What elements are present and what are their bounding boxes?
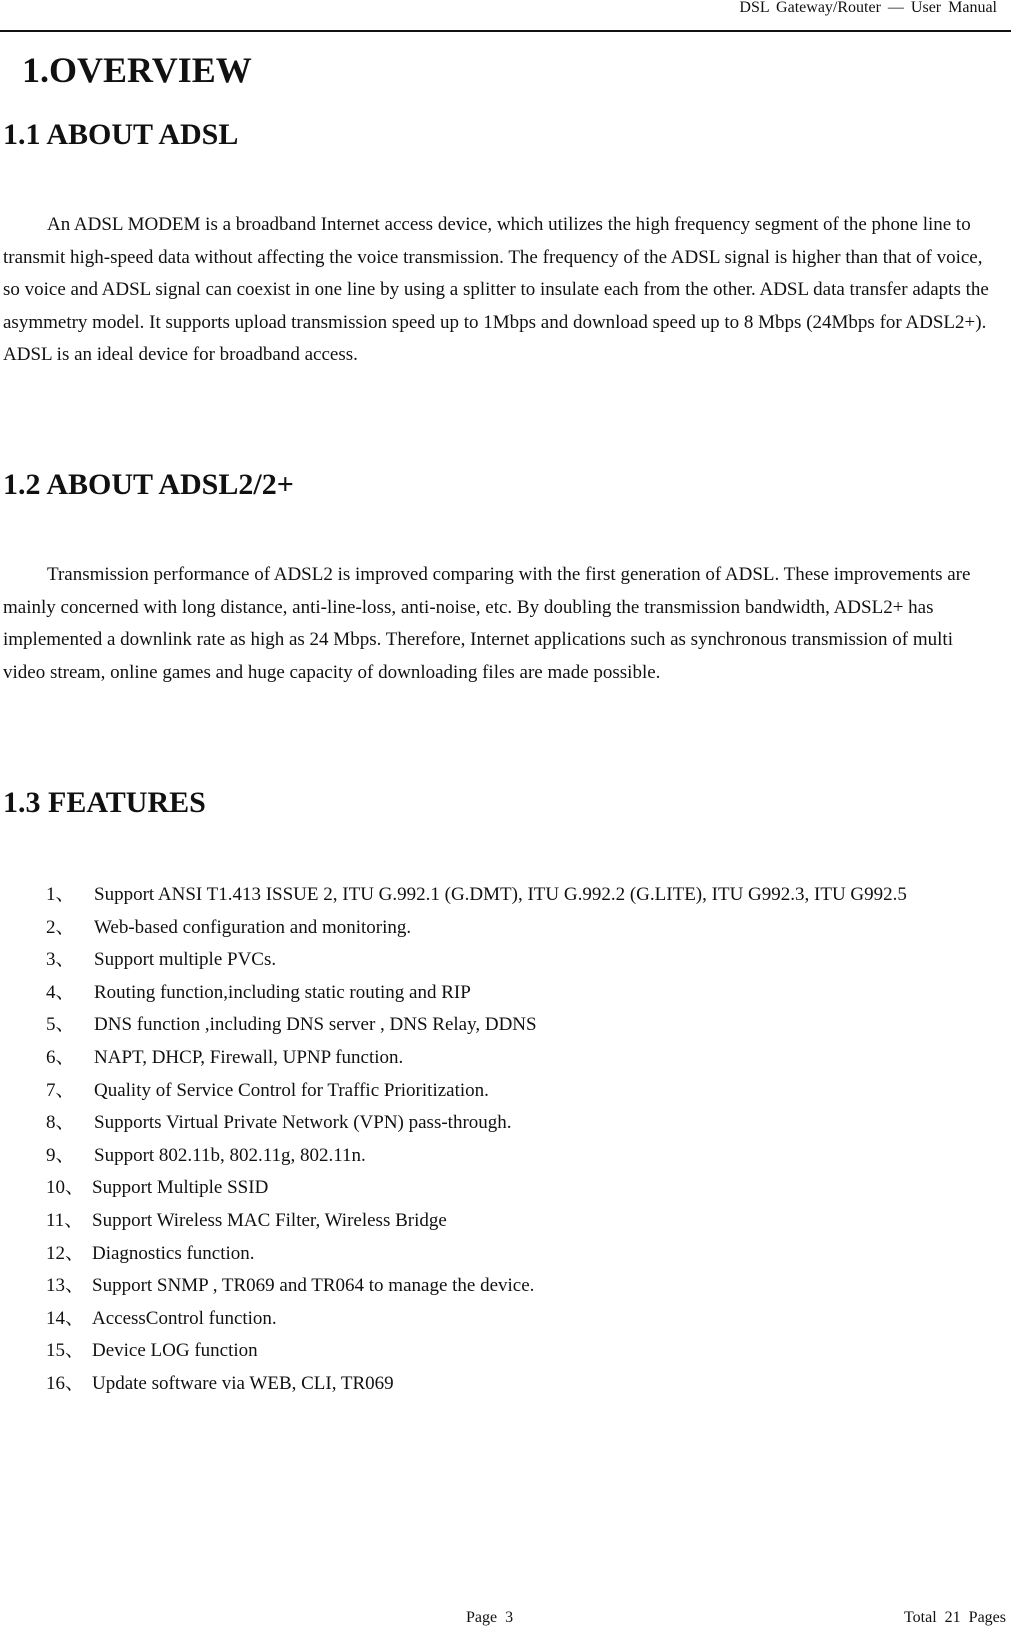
- list-item-text: DNS function ,including DNS server , DNS Relay, DDNS: [94, 1014, 537, 1036]
- list-item: [46, 1140, 996, 1173]
- list-item: [46, 977, 996, 1010]
- list-item-text: Web-based configuration and monitoring.: [94, 916, 412, 938]
- list-item: [46, 944, 996, 977]
- list-item-number: 12、: [46, 1242, 85, 1264]
- list-item-text: Update software via WEB, CLI, TR069: [92, 1372, 394, 1394]
- list-item-number: 7、: [46, 1079, 75, 1101]
- list-item: [46, 1107, 996, 1140]
- list-item-text: Routing function,including static routing and RIP: [94, 981, 471, 1003]
- list-item-number: 9、: [46, 1144, 75, 1166]
- list-item-text: Support Multiple SSID: [92, 1177, 269, 1199]
- chapter-title: 1.OVERVIEW: [22, 50, 252, 90]
- list-item-text: Device LOG function: [92, 1340, 258, 1362]
- list-item: [46, 1368, 996, 1401]
- list-item-number: 5、: [46, 1014, 75, 1036]
- list-item: [46, 1172, 996, 1205]
- features-list: [46, 879, 996, 1401]
- section-title-about-adsl2: 1.2 ABOUT ADSL2/2+: [3, 468, 294, 501]
- section-title-features: 1.3 FEATURES: [3, 786, 206, 819]
- list-item-number: 15、: [46, 1340, 85, 1362]
- list-item-number: 2、: [46, 916, 75, 938]
- list-item: [46, 1009, 996, 1042]
- list-item-text: Support Wireless MAC Filter, Wireless Bridge: [92, 1209, 447, 1231]
- list-item: [46, 1238, 996, 1271]
- header-divider: [0, 30, 1011, 32]
- list-item-number: 1、: [46, 884, 75, 905]
- list-item-text: Quality of Service Control for Traffic Prioritization.: [94, 1079, 489, 1101]
- list-item: [46, 1042, 996, 1075]
- list-item-text: Support multiple PVCs.: [94, 949, 277, 971]
- section-body-about-adsl2: Transmission performance of ADSL2 is improved comparing with the first generation of ADSL. These improvements are mainly concerned with long distance, anti-line-loss, anti-noise, etc. By doubling the transmission bandwidth, ADSL2+ has implemented a downlink rate as high as 24 Mbps. Therefore, Internet applications such as synchronous transmission of multi video stream, online games and huge capacity of downloading files are made possible.: [3, 564, 971, 683]
- list-item-text: Support SNMP , TR069 and TR064 to manage the device.: [92, 1275, 535, 1297]
- list-item-number: 14、: [46, 1307, 85, 1329]
- list-item-number: 6、: [46, 1046, 75, 1068]
- list-item-number: 4、: [46, 981, 75, 1003]
- list-item-number: 11、: [46, 1209, 84, 1231]
- list-item-number: 8、: [46, 1112, 75, 1134]
- section-title-about-adsl: 1.1 ABOUT ADSL: [3, 118, 239, 151]
- list-item-text: AccessControl function.: [92, 1307, 277, 1329]
- section-body-about-adsl: An ADSL MODEM is a broadband Internet access device, which utilizes the high frequency segment of the phone line to transmit high-speed data without affecting the voice transmission. The frequency of the ADSL signal is higher than that of voice, so voice and ADSL signal can coexist in one line by using a splitter to insulate each from the other. ADSL data transfer adapts the asymmetry model. It supports upload transmission speed up to 1Mbps and download speed up to 8 Mbps (24Mbps for ADSL2+). ADSL is an ideal device for broadband access.: [3, 214, 989, 366]
- list-item: [46, 1205, 996, 1238]
- list-item: [46, 1335, 996, 1368]
- list-item-number: 13、: [46, 1275, 85, 1297]
- list-item: [46, 879, 996, 912]
- list-item-number: 3、: [46, 949, 75, 971]
- list-item-text: NAPT, DHCP, Firewall, UPNP function.: [94, 1046, 404, 1068]
- list-item-text: Supports Virtual Private Network (VPN) pass-through.: [94, 1112, 512, 1134]
- list-item: [46, 1270, 996, 1303]
- page-number: Page 3: [466, 1609, 514, 1626]
- total-pages: Total 21 Pages: [904, 1609, 1006, 1626]
- list-item-text: Support ANSI T1.413 ISSUE 2, ITU G.992.1 (G.DMT), ITU G.992.2 (G.LITE), ITU G992.3, ITU G992.5: [94, 884, 907, 905]
- list-item-number: 16、: [46, 1372, 85, 1394]
- list-item-text: Diagnostics function.: [92, 1242, 255, 1264]
- list-item: [46, 1303, 996, 1336]
- list-item: [46, 912, 996, 945]
- list-item: [46, 1075, 996, 1108]
- list-item-number: 10、: [46, 1177, 85, 1199]
- list-item-text: Support 802.11b, 802.11g, 802.11n.: [94, 1144, 366, 1166]
- running-header: DSL Gateway/Router — User Manual: [739, 0, 997, 16]
